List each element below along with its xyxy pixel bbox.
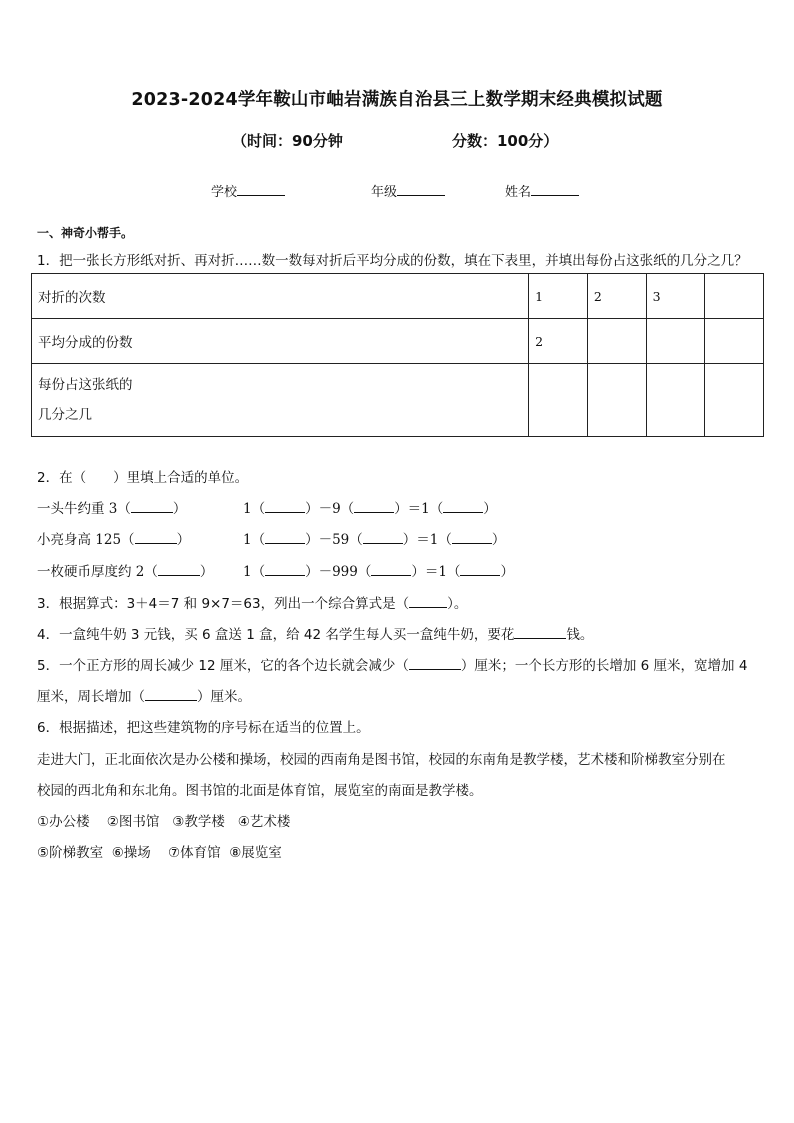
- question-6-description: 走进大门，正北面依次是办公楼和操场，校园的西南角是图书馆，校园的东南角是教学楼，艺术楼和阶梯教室分别在: [37, 752, 726, 768]
- conversion-text: ）－59（: [305, 532, 363, 548]
- section-title: 一、神奇小帮手。: [37, 226, 134, 240]
- building-option: ⑧展览室: [229, 845, 282, 861]
- answer-blank[interactable]: [363, 531, 403, 544]
- table-cell[interactable]: 3: [646, 274, 705, 319]
- question-6: 6．根据描述，把这些建筑物的序号标在适当的位置上。: [37, 720, 370, 736]
- question-3: [37, 592, 467, 612]
- unit-row: [37, 497, 186, 517]
- building-option: ⑦体育馆: [167, 845, 221, 861]
- row-label: 平均分成的份数: [32, 319, 529, 364]
- question-text: ）厘米；一个长方形的长增加 6 厘米，宽增加 4: [460, 658, 748, 674]
- answer-blank[interactable]: [409, 657, 461, 670]
- question-text: 4．一盒纯牛奶 3 元钱，买 6 盒送 1 盒，给 42 名学生每人买一盒纯牛奶，要花: [37, 627, 515, 643]
- conversion-text: ）－999（: [305, 564, 372, 580]
- building-option: ④艺术楼: [237, 814, 291, 830]
- conversion-text: ）＝1（: [394, 501, 444, 517]
- grade-field: [371, 181, 445, 200]
- conversion-text: ）＝1（: [402, 532, 452, 548]
- answer-blank[interactable]: [443, 500, 483, 513]
- table-row: [32, 364, 764, 437]
- question-5-line-1: [37, 654, 747, 674]
- answer-blank[interactable]: [409, 595, 447, 608]
- question-text: ）厘米。: [197, 689, 251, 705]
- table-cell[interactable]: [587, 319, 646, 364]
- question-2: 2．在（ ）里填上合适的单位。: [37, 470, 249, 486]
- conversion-text: 1（: [243, 532, 266, 548]
- unit-prompt: 小亮身高 125（: [37, 532, 135, 548]
- answer-blank[interactable]: [131, 500, 173, 513]
- conversion-text: 1（: [243, 501, 266, 517]
- conversion-row: [243, 560, 514, 580]
- unit-row: [37, 528, 190, 548]
- answer-blank[interactable]: [145, 688, 197, 701]
- answer-blank[interactable]: [452, 531, 492, 544]
- question-4: [37, 623, 593, 643]
- fold-table: [31, 273, 764, 437]
- conversion-row: [243, 528, 505, 548]
- row-label: [32, 364, 529, 437]
- school-label: 学校: [211, 185, 238, 200]
- building-option: ⑤阶梯教室: [37, 845, 104, 861]
- close-paren: ）: [199, 564, 214, 580]
- question-text: 钱。: [566, 627, 594, 643]
- conversion-row: [243, 497, 497, 517]
- table-cell[interactable]: [705, 364, 764, 437]
- close-paren: ）: [172, 501, 187, 517]
- table-cell[interactable]: [705, 319, 764, 364]
- table-row: [32, 319, 764, 364]
- row-label-line: 几分之几: [38, 407, 92, 423]
- grade-label: 年级: [371, 185, 398, 200]
- question-6-description: 校园的西北角和东北角。图书馆的北面是体育馆，展览室的南面是教学楼。: [37, 783, 483, 799]
- school-field: [211, 181, 285, 200]
- table-cell[interactable]: [646, 319, 705, 364]
- answer-blank[interactable]: [514, 626, 566, 639]
- close-paren: ）: [483, 501, 497, 517]
- unit-prompt: 一枚硬币厚度约 2（: [37, 564, 158, 580]
- question-text: 5．一个正方形的周长减少 12 厘米，它的各个边长就会减少（: [37, 658, 409, 674]
- name-blank[interactable]: [531, 182, 579, 196]
- close-paren: ）: [500, 564, 514, 580]
- row-label-line: 每份占这张纸的: [38, 377, 133, 393]
- table-cell[interactable]: 2: [529, 319, 588, 364]
- name-field: [505, 181, 579, 200]
- answer-blank[interactable]: [158, 563, 200, 576]
- building-option: ②图书馆: [106, 814, 160, 830]
- table-cell[interactable]: [587, 364, 646, 437]
- conversion-text: ）－9（: [305, 501, 355, 517]
- exam-time: （时间：90分钟: [232, 132, 343, 150]
- question-1: 1．把一张长方形纸对折、再对折……数一数每对折后平均分成的份数，填在下表里，并填出每份占这张纸的几分之几？: [37, 253, 748, 269]
- question-text: 3．根据算式：3＋4＝7 和 9×7＝63，列出一个综合算式是（: [37, 596, 410, 612]
- building-options: [37, 841, 282, 861]
- grade-blank[interactable]: [397, 182, 445, 196]
- table-cell[interactable]: [705, 274, 764, 319]
- table-cell[interactable]: 2: [587, 274, 646, 319]
- table-cell[interactable]: [646, 364, 705, 437]
- exam-title: 2023-2024学年鞍山市岫岩满族自治县三上数学期末经典模拟试题: [131, 90, 663, 110]
- answer-blank[interactable]: [460, 563, 500, 576]
- answer-blank[interactable]: [135, 531, 177, 544]
- building-option: ⑥操场: [111, 845, 151, 861]
- table-row: [32, 274, 764, 319]
- close-paren: ）: [491, 532, 506, 548]
- table-cell[interactable]: [529, 364, 588, 437]
- answer-blank[interactable]: [265, 531, 305, 544]
- conversion-text: ）＝1（: [411, 564, 461, 580]
- conversion-text: 1（: [243, 564, 266, 580]
- table-cell[interactable]: 1: [529, 274, 588, 319]
- answer-blank[interactable]: [265, 500, 305, 513]
- building-options: [37, 810, 290, 830]
- name-label: 姓名: [505, 185, 532, 200]
- row-label: 对折的次数: [32, 274, 529, 319]
- exam-score: 分数：100分）: [452, 132, 559, 150]
- school-blank[interactable]: [237, 182, 285, 196]
- close-paren: ）: [176, 532, 191, 548]
- answer-blank[interactable]: [265, 563, 305, 576]
- answer-blank[interactable]: [354, 500, 394, 513]
- answer-blank[interactable]: [371, 563, 411, 576]
- building-option: ③教学楼: [172, 814, 225, 830]
- question-5-line-2: [37, 685, 251, 705]
- question-text: ）。: [447, 596, 468, 612]
- question-text: 厘米，周长增加（: [37, 689, 145, 705]
- unit-row: [37, 560, 213, 580]
- unit-prompt: 一头牛约重 3（: [37, 501, 131, 517]
- building-option: ①办公楼: [37, 814, 90, 830]
